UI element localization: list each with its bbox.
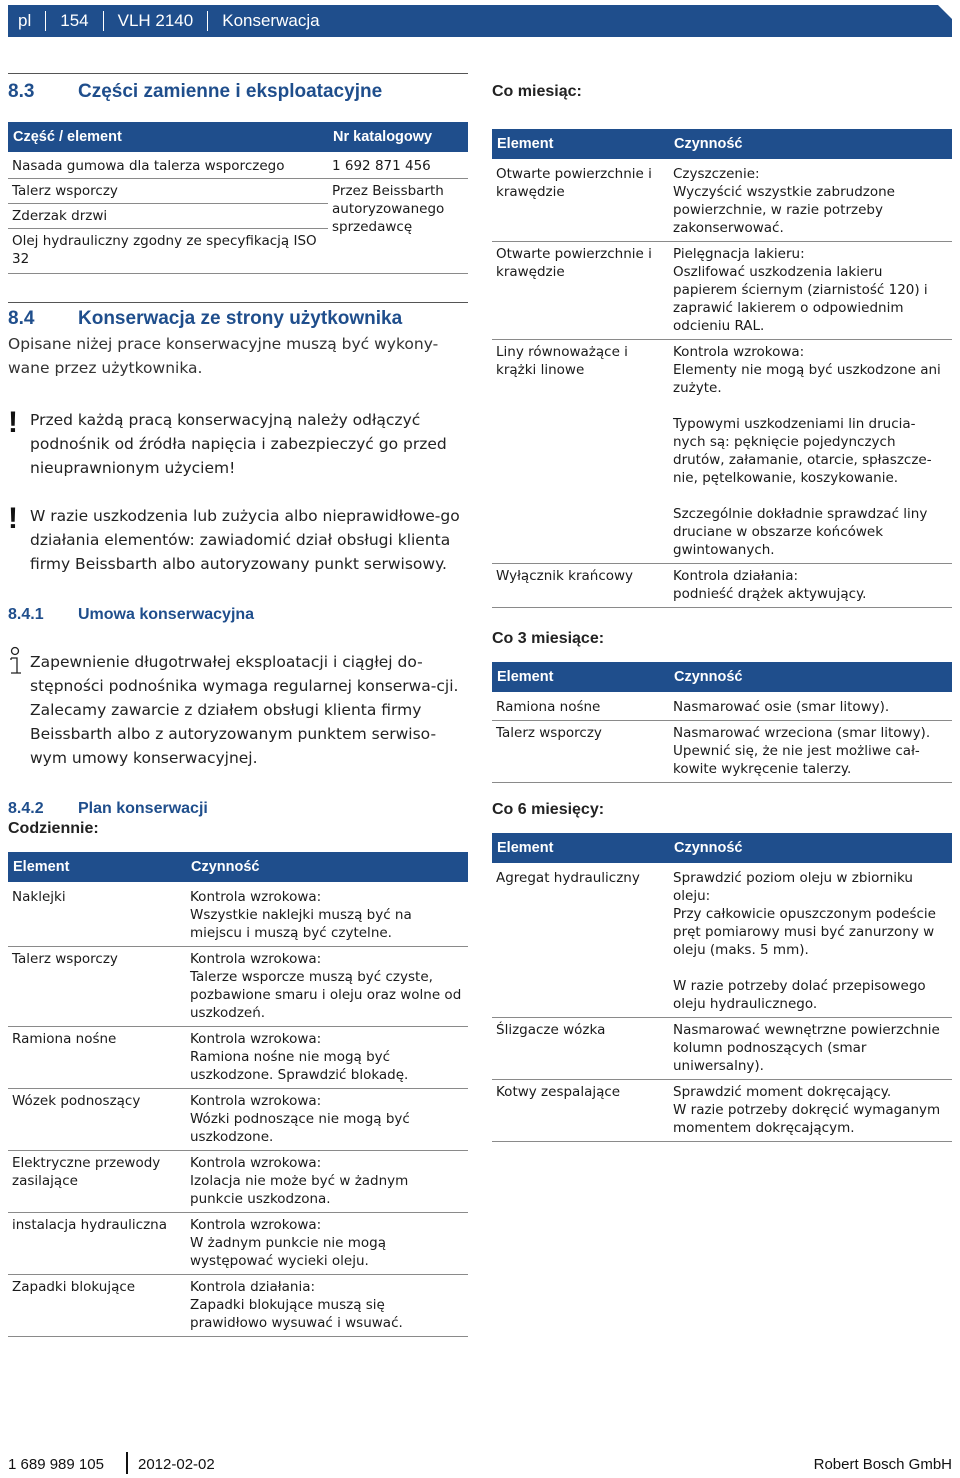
header-corner-cut: [938, 5, 952, 19]
table-row: [8, 152, 468, 179]
spare-parts-table: [8, 122, 468, 274]
monthly-maintenance-table: [492, 129, 952, 608]
info-block: [8, 650, 468, 770]
element-cell: Liny równoważące i krążki linowe: [492, 340, 669, 564]
table-row: [492, 692, 952, 721]
section-8-4-heading: [8, 302, 468, 330]
right-column: [492, 73, 952, 1142]
element-cell: Wózek podnoszący: [8, 1089, 186, 1151]
header-lang: pl: [18, 11, 32, 30]
warning-text: W razie uszkodzenia lub zużycia albo nieprawidłowe-go działania elementów: zawiadomić dział obsługi klienta firmy Beissbarth albo autoryzowany punkt serwisowy.: [30, 507, 460, 573]
daily-maintenance-table: [8, 852, 468, 1337]
part-cell: Talerz wsporczy: [8, 179, 328, 204]
section-8-3-heading: [8, 73, 468, 115]
section-number: 8.4: [8, 308, 35, 329]
element-cell: Ramiona nośne: [8, 1027, 186, 1089]
element-cell: Agregat hydrauliczny: [492, 863, 669, 1018]
header-model: VLH 2140: [117, 11, 194, 30]
column-header-element: Element: [8, 852, 186, 882]
action-cell: Kontrola wzrokowa: Wszystkie naklejki muszą być na miejscu i muszą być czytelne.: [186, 882, 468, 947]
footer-date: 2012-02-02: [138, 1456, 215, 1473]
element-cell: Wyłącznik krańcowy: [492, 564, 669, 608]
table-row: [492, 564, 952, 608]
action-cell: Kontrola wzrokowa: Wózki podnoszące nie mogą być uszkodzone.: [186, 1089, 468, 1151]
part-cell: Olej hydrauliczny zgodny ze specyfikacją ISO 32: [8, 229, 328, 274]
table-row: [8, 179, 468, 204]
column-header-catalog: Nr katalogowy: [328, 122, 468, 152]
section-8-4-intro: Opisane niżej prace konserwacyjne muszą być wykony-wane przez użytkownika.: [8, 335, 439, 377]
table-header-row: [8, 852, 468, 882]
section-title: Umowa konserwacyjna: [78, 606, 255, 623]
table-row: [492, 159, 952, 242]
element-cell: Naklejki: [8, 882, 186, 947]
action-cell: Kontrola wzrokowa: Ramiona nośne nie mogą być uszkodzone. Sprawdzić blokadę.: [186, 1027, 468, 1089]
part-cell: Zderzak drzwi: [8, 204, 328, 229]
section-number: 8.3: [8, 81, 35, 102]
warning-text: Przed każdą pracą konserwacyjną należy odłączyć podnośnik od źródła napięcia i zabezpieczyć go przed nieuprawnionym użyciem!: [30, 411, 447, 477]
action-cell: Nasmarować wewnętrzne powierzchnie kolumn podnoszących (smar uniwersalny).: [669, 1018, 952, 1080]
header-bar: [8, 5, 952, 37]
column-header-element: Element: [492, 662, 669, 692]
element-cell: Otwarte powierzchnie i krawędzie: [492, 242, 669, 340]
halfyear-maintenance-table: [492, 833, 952, 1142]
footer-company: Robert Bosch GmbH: [813, 1456, 952, 1473]
halfyear-label: Co 6 miesięcy:: [492, 801, 605, 818]
warning-block: [8, 408, 468, 480]
action-cell: Pielęgnacja lakieru: Oszlifować uszkodzenia lakieru papierem ściernym (ziarnistość 120) i zaprawić lakierem o odpowiednim odcieniu RAL.: [669, 242, 952, 340]
column-header-action: Czynność: [186, 852, 468, 882]
left-column: [8, 73, 468, 1337]
action-cell: Kontrola wzrokowa: Izolacja nie może być w żadnym punkcie uszkodzona.: [186, 1151, 468, 1213]
action-cell: Kontrola działania: podnieść drążek aktywujący.: [669, 564, 952, 608]
table-row: [492, 340, 952, 564]
monthly-label: Co miesiąc:: [492, 83, 582, 100]
header-page-number: 154: [60, 11, 89, 30]
table-row: [492, 1080, 952, 1142]
table-row: [492, 721, 952, 783]
footer-doc-number: 1 689 989 105: [8, 1456, 104, 1473]
table-body: [492, 692, 952, 783]
table-row: [8, 1027, 468, 1089]
quarterly-label: Co 3 miesiące:: [492, 630, 605, 647]
table-row: [8, 882, 468, 947]
element-cell: Otwarte powierzchnie i krawędzie: [492, 159, 669, 242]
info-icon: [8, 646, 24, 678]
action-cell: Kontrola działania: Zapadki blokujące muszą się prawidłowo wysuwać i wsuwać.: [186, 1275, 468, 1337]
table-row: [492, 1018, 952, 1080]
table-row: [492, 863, 952, 1018]
catalog-cell: 1 692 871 456: [328, 152, 468, 179]
warning-block: [8, 504, 468, 576]
action-cell: Sprawdzić moment dokręcający. W razie potrzeby dokręcić wymaganym momentem dokręcającym.: [669, 1080, 952, 1142]
table-body: [8, 882, 468, 1337]
action-cell: Sprawdzić poziom oleju w zbiorniku oleju: Przy całkowicie opuszczonym podeście pręt pomiarowy musi być zanurzony w oleju (maks. 5 mm). W razie potrzeby dolać przepisowego oleju hydraulicznego.: [669, 863, 952, 1018]
catalog-cell-shared: Przez Beissbarth autoryzowanego sprzedawcę: [328, 179, 468, 274]
table-row: [8, 947, 468, 1027]
action-cell: Czyszczenie: Wyczyścić wszystkie zabrudzone powierzchnie, w razie potrzeby zakonserwować.: [669, 159, 952, 242]
table-row: [8, 1213, 468, 1275]
column-header-part: Część / element: [8, 122, 328, 152]
daily-label: Codziennie:: [8, 820, 99, 837]
section-number: 8.4.2: [8, 800, 44, 817]
table-header-row: [492, 833, 952, 863]
column-header-action: Czynność: [669, 129, 952, 159]
section-number: 8.4.1: [8, 606, 44, 623]
header-section: Konserwacja: [222, 11, 320, 30]
action-cell: Kontrola wzrokowa: Talerze wsporcze muszą być czyste, pozbawione smaru i oleju oraz wolne od uszkodzeń.: [186, 947, 468, 1027]
element-cell: Elektryczne przewody zasilające: [8, 1151, 186, 1213]
action-cell: Nasmarować wrzeciona (smar litowy). Upewnić się, że nie jest możliwe cał-kowite wykręcenie talerzy.: [669, 721, 952, 783]
column-header-element: Element: [492, 833, 669, 863]
element-cell: Kotwy zespalające: [492, 1080, 669, 1142]
table-body: [492, 863, 952, 1142]
table-row: [8, 1151, 468, 1213]
part-cell: Nasada gumowa dla talerza wsporczego: [8, 152, 328, 179]
action-cell: Nasmarować osie (smar litowy).: [669, 692, 952, 721]
table-header-row: [492, 129, 952, 159]
table-row: [492, 242, 952, 340]
section-title: Części zamienne i eksploatacyjne: [78, 81, 383, 102]
quarterly-maintenance-table: [492, 662, 952, 783]
section-title: Konserwacja ze strony użytkownika: [78, 308, 403, 329]
column-header-element: Element: [492, 129, 669, 159]
warning-icon: !: [8, 502, 18, 535]
element-cell: Talerz wsporczy: [492, 721, 669, 783]
info-text: Zapewnienie długotrwałej eksploatacji i ciągłej do-stępności podnośnika wymaga regularnej konserwa-cji. Zalecamy zawarcie z działem obsługi klienta firmy Beissbarth albo z autoryzowanym punktem serwiso-wym umowy konserwacyjnej.: [30, 653, 459, 767]
section-title: Plan konserwacji: [78, 800, 208, 817]
element-cell: Talerz wsporczy: [8, 947, 186, 1027]
table-body: [492, 159, 952, 608]
table-row: [8, 1089, 468, 1151]
footer-separator: [126, 1452, 128, 1474]
action-cell: Kontrola wzrokowa: Elementy nie mogą być uszkodzone ani zużyte. Typowymi uszkodzeniami lin drucia-nych są: pęknięcie pojedynczych drutów, załamanie, otarcie, spłaszcze-nie, pętelkowanie, koszykowanie. Szczególnie dokładnie sprawdzać liny druciane w obszarze końcówek gwintowanych.: [669, 340, 952, 564]
element-cell: instalacja hydrauliczna: [8, 1213, 186, 1275]
footer: [8, 1452, 952, 1478]
action-cell: Kontrola wzrokowa: W żadnym punkcie nie mogą występować wycieki oleju.: [186, 1213, 468, 1275]
column-header-action: Czynność: [669, 662, 952, 692]
warning-icon: !: [8, 406, 18, 439]
section-8-4-2-heading: [8, 800, 468, 818]
table-header-row: [492, 662, 952, 692]
table-row: [8, 1275, 468, 1337]
table-header-row: [8, 122, 468, 152]
element-cell: Ślizgacze wózka: [492, 1018, 669, 1080]
element-cell: Zapadki blokujące: [8, 1275, 186, 1337]
column-header-action: Czynność: [669, 833, 952, 863]
element-cell: Ramiona nośne: [492, 692, 669, 721]
section-8-4-1-heading: [8, 606, 468, 624]
